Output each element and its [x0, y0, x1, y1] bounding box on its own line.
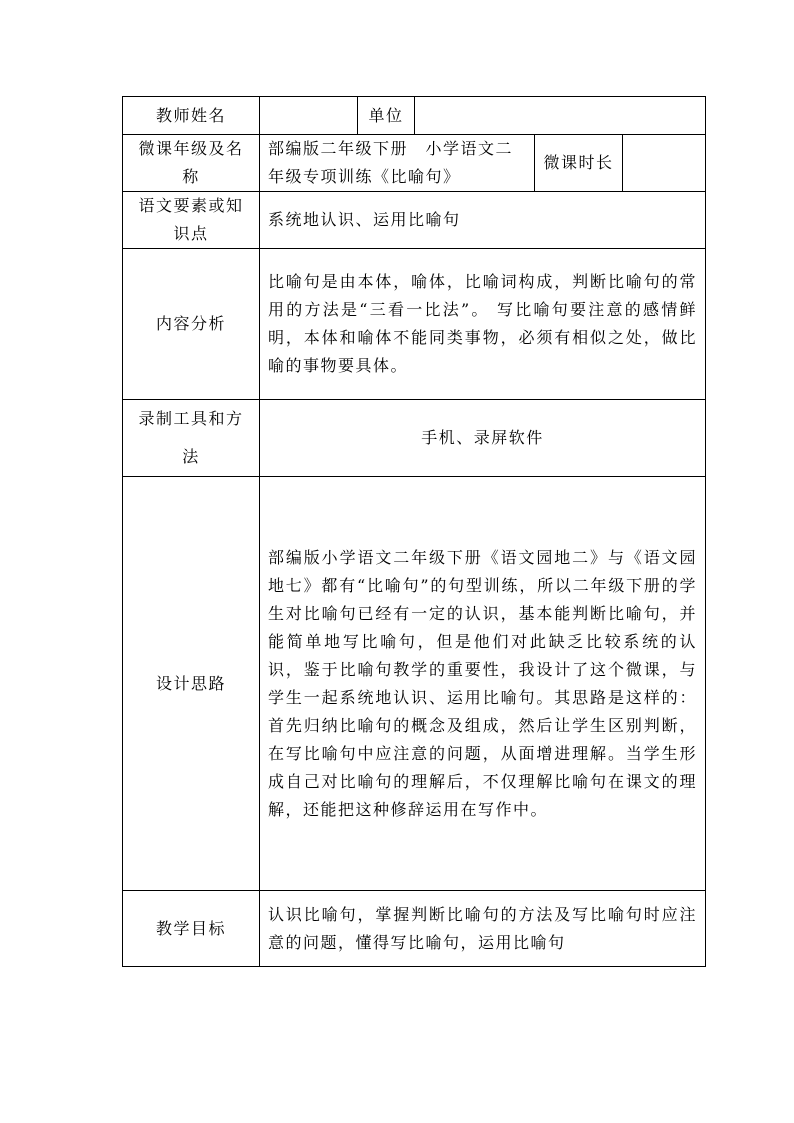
unit-value: [415, 97, 706, 135]
element-label: 语文要素或知识点: [123, 192, 260, 249]
row-element: [123, 192, 706, 249]
row-design: [123, 477, 706, 891]
duration-label: 微课时长: [535, 135, 623, 192]
row-tools: [123, 400, 706, 477]
tools-label: 录制工具和方法: [123, 400, 260, 477]
analysis-value: 比喻句是由本体，喻体，比喻词构成，判断比喻句的常用的方法是“三看一比法”。 写比喻句要注意的感情鲜明，本体和喻体不能同类事物，必须有相似之处，做比喻的事物要具体。: [260, 249, 706, 400]
element-value: 系统地认识、运用比喻句: [260, 192, 706, 249]
analysis-label: 内容分析: [123, 249, 260, 400]
course-value: 部编版二年级下册 小学语文二年级专项训练《比喻句》: [260, 135, 535, 192]
duration-value: [623, 135, 706, 192]
design-label: 设计思路: [123, 477, 260, 891]
goal-label: 教学目标: [123, 891, 260, 967]
row-teacher: [123, 97, 706, 135]
row-course: [123, 135, 706, 192]
row-analysis: [123, 249, 706, 400]
row-goal: [123, 891, 706, 967]
unit-label: 单位: [358, 97, 415, 135]
teacher-name-value: [260, 97, 358, 135]
teacher-name-label: 教师姓名: [123, 97, 260, 135]
tools-value: 手机、录屏软件: [260, 400, 706, 477]
micro-course-form-table: [122, 96, 706, 967]
goal-value: 认识比喻句，掌握判断比喻句的方法及写比喻句时应注意的问题，懂得写比喻句，运用比喻句: [260, 891, 706, 967]
design-value: 部编版小学语文二年级下册《语文园地二》与《语文园地七》都有“比喻句”的句型训练，所以二年级下册的学生对比喻句已经有一定的认识，基本能判断比喻句，并能简单地写比喻句，但是他们对此缺乏比较系统的认识，鉴于比喻句教学的重要性，我设计了这个微课，与学生一起系统地认识、运用比喻句。其思路是这样的：首先归纳比喻句的概念及组成，然后让学生区别判断，在写比喻句中应注意的问题，从面增进理解。当学生形成自己对比喻句的理解后，不仅理解比喻句在课文的理解，还能把这种修辞运用在写作中。: [260, 477, 706, 891]
course-label: 微课年级及名称: [123, 135, 260, 192]
